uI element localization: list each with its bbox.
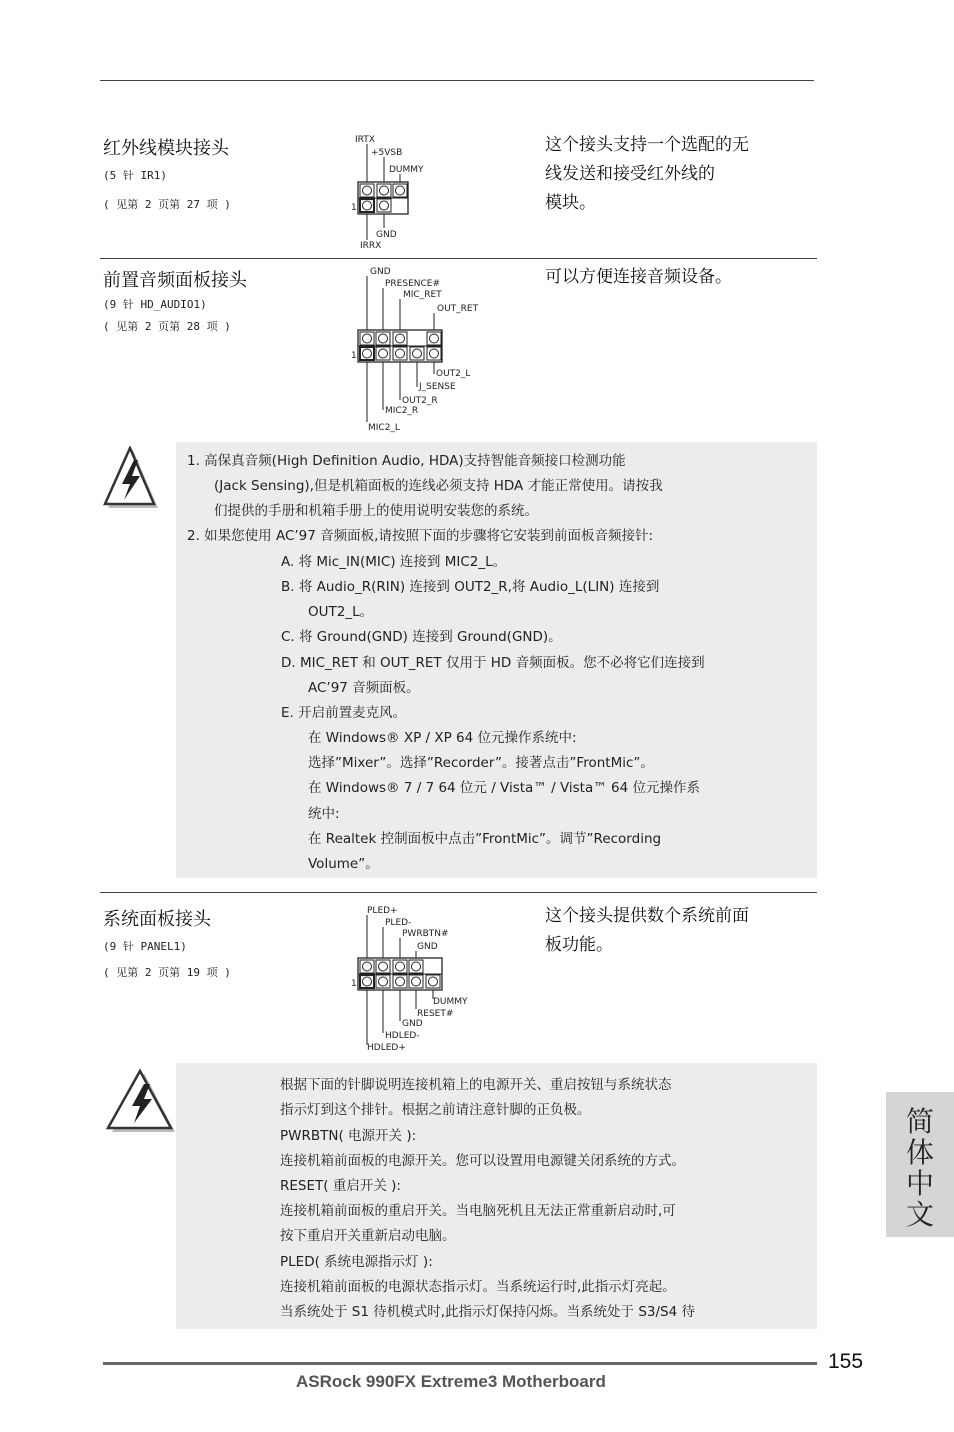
audio-label-out-ret: OUT_RET <box>437 304 479 314</box>
note1-line: 在 Windows® XP / XP 64 位元操作系统中: <box>308 730 577 746</box>
note2-line: 连接机箱前面板的电源开关。您可以设置用电源键关闭系统的方式。 <box>280 1153 685 1169</box>
panel-label-gnd: GND <box>417 942 438 952</box>
audio-label-mic2-l: MIC2_L <box>368 423 400 433</box>
note1-line: 们提供的手册和机箱手册上的使用说明安装您的系统。 <box>214 503 538 519</box>
section-divider <box>100 892 817 893</box>
audio-label-out2-l: OUT2_L <box>436 369 471 379</box>
audio-label-gnd: GND <box>370 267 391 277</box>
panel-description <box>545 902 749 960</box>
note2-line: 连接机箱前面板的电源状态指示灯。当系统运行时,此指示灯亮起。 <box>280 1279 676 1295</box>
ir-pin-count: (5 针 IR1) <box>103 169 167 182</box>
note1-line: OUT2_L。 <box>308 604 374 620</box>
panel-desc-line: 板功能。 <box>545 935 613 955</box>
note2-line: PLED( 系统电源指示灯 ): <box>280 1254 433 1270</box>
note1-line: 统中: <box>308 806 340 822</box>
audio-label-presence: PRESENCE# <box>385 279 441 289</box>
ir-page-ref: ( 见第 2 页第 27 项 ) <box>103 198 231 211</box>
panel-label-gnd2: GND <box>402 1019 423 1029</box>
note2-line: PWRBTN( 电源开关 ): <box>280 1128 417 1144</box>
note2-line: 根据下面的针脚说明连接机箱上的电源开关、重启按钮与系统状态 <box>280 1077 672 1093</box>
note2-line: 当系统处于 S1 待机模式时,此指示灯保持闪烁。当系统处于 S3/S4 待 <box>280 1304 695 1320</box>
note1-line: 2. 如果您使用 AC’97 音频面板,请按照下面的步骤将它安装到前面板音频接针: <box>187 528 653 544</box>
audio-desc-line: 可以方便连接音频设备。 <box>545 267 732 287</box>
audio-header-title: 前置音频面板接头 <box>103 270 247 291</box>
panel-label-pled-plus: PLED+ <box>367 906 398 916</box>
ir-label-irtx: IRTX <box>355 135 375 145</box>
ir-label-dummy: DUMMY <box>389 165 424 175</box>
ir-header-title: 红外线模块接头 <box>103 138 229 159</box>
audio-pin-diagram <box>345 262 485 436</box>
ir-label-5vsb: +5VSB <box>371 148 403 158</box>
ir-pin-diagram <box>345 130 455 252</box>
note1-line: (Jack Sensing),但是机箱面板的连线必须支持 HDA 才能正常使用。请按我 <box>214 478 663 494</box>
footer-rule <box>103 1362 817 1365</box>
ir-label-pin1: 1 <box>351 203 357 213</box>
ir-desc-line: 模块。 <box>545 193 596 213</box>
section-divider <box>100 258 817 259</box>
audio-label-out2-r: OUT2_R <box>402 396 438 406</box>
panel-label-hdled-plus: HDLED+ <box>367 1043 406 1053</box>
audio-description <box>545 263 732 292</box>
note1-line: C. 将 Ground(GND) 连接到 Ground(GND)。 <box>281 629 562 645</box>
note1-line: 在 Windows® 7 / 7 64 位元 / Vista™ / Vista™ 64 位元操作系 <box>308 780 701 796</box>
ir-description <box>545 131 749 218</box>
panel-desc-line: 这个接头提供数个系统前面 <box>545 906 749 926</box>
audio-label-j-sense: J_SENSE <box>419 382 456 392</box>
panel-label-pled-minus: PLED- <box>385 918 412 928</box>
footer-product-name: ASRock 990FX Extreme3 Motherboard <box>296 1372 606 1391</box>
ir-label-gnd: GND <box>376 230 397 240</box>
note2-line: RESET( 重启开关 ): <box>280 1178 401 1194</box>
warning-icon <box>102 1068 178 1140</box>
panel-page-ref: ( 见第 2 页第 19 项 ) <box>103 966 231 979</box>
panel-pin-diagram <box>345 903 485 1053</box>
note1-line: B. 将 Audio_R(RIN) 连接到 OUT2_R,将 Audio_L(LIN) 连接到 <box>281 579 660 595</box>
note2-line: 连接机箱前面板的重启开关。当电脑死机且无法正常重新启动时,可 <box>280 1203 676 1219</box>
panel-label-pwrbtn: PWRBTN# <box>402 929 449 939</box>
top-rule <box>100 80 814 81</box>
audio-label-mic2-r: MIC2_R <box>385 406 419 416</box>
note1-line: Volume”。 <box>308 856 379 872</box>
note1-line: 在 Realtek 控制面板中点击”FrontMic”。调节”Recording <box>308 831 662 847</box>
panel-label-reset: RESET# <box>417 1009 454 1019</box>
audio-page-ref: ( 见第 2 页第 28 项 ) <box>103 320 231 333</box>
note1-line: 1. 高保真音频(High Definition Audio, HDA)支持智能音频接口检测功能 <box>187 453 626 469</box>
page-number: 155 <box>828 1350 864 1373</box>
panel-label-hdled-minus: HDLED- <box>385 1031 420 1041</box>
panel-label-dummy: DUMMY <box>433 997 468 1007</box>
panel-header-title: 系统面板接头 <box>103 909 211 930</box>
ir-label-irrx: IRRX <box>360 241 382 251</box>
note1-line: 选择”Mixer”。选择”Recorder”。接著点击”FrontMic”。 <box>308 755 654 771</box>
note1-line: E. 开启前置麦克风。 <box>281 705 407 721</box>
audio-label-pin1: 1 <box>351 351 357 361</box>
note1-line: AC’97 音频面板。 <box>308 680 420 696</box>
note1-line: A. 将 Mic_IN(MIC) 连接到 MIC2_L。 <box>281 554 507 570</box>
panel-pin-count: (9 针 PANEL1) <box>103 940 187 953</box>
panel-label-pin1: 1 <box>351 979 357 989</box>
audio-label-mic-ret: MIC_RET <box>403 290 442 300</box>
language-side-tab-label: 简体中文 <box>905 1105 934 1231</box>
audio-pin-count: (9 针 HD_AUDIO1) <box>103 298 207 311</box>
note1-line: D. MIC_RET 和 OUT_RET 仅用于 HD 音频面板。您不必将它们连接到 <box>281 655 705 671</box>
note2-line: 指示灯到这个排针。根据之前请注意针脚的正负极。 <box>280 1102 591 1118</box>
ir-desc-line: 这个接头支持一个选配的无 <box>545 135 749 155</box>
note2-line: 按下重启开关重新启动电脑。 <box>280 1228 456 1244</box>
ir-desc-line: 线发送和接受红外线的 <box>545 164 715 184</box>
warning-icon <box>102 446 160 516</box>
